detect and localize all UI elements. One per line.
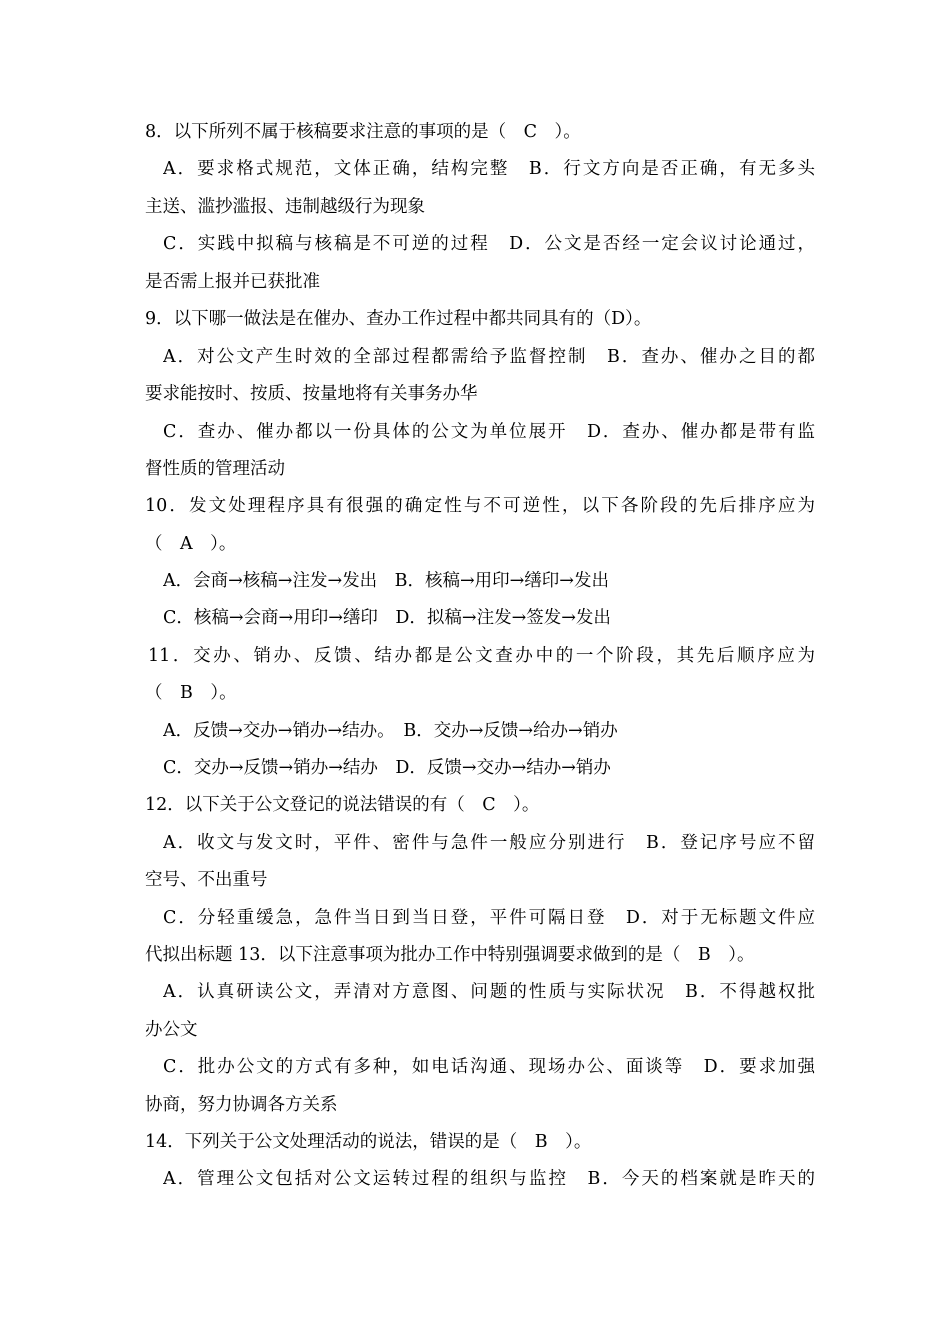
question-8-options-line-2: 主送、滥抄滥报、违制越级行为现象 (145, 197, 425, 217)
question-13: 代拟出标题 13．以下注意事项为批办工作中特别强调要求做到的是（ B ）。 (145, 945, 755, 965)
question-10-answer: （ A ）。 (145, 534, 237, 554)
question-9-options-line-1: A．对公文产生时效的全部过程都需给予监督控制 B．查办、催办之目的都 (163, 347, 815, 367)
question-12-options-line-1: A．收文与发文时，平件、密件与急件一般应分别进行 B．登记序号应不留 (163, 833, 815, 853)
question-14-options-line-1: A．管理公文包括对公文运转过程的组织与监控 B．今天的档案就是昨天的 (163, 1169, 815, 1189)
question-8: 8．以下所列不属于核稿要求注意的事项的是（ C ）。 (145, 122, 581, 142)
question-12-options-line-3: C．分轻重缓急，急件当日到当日登，平件可隔日登 D．对于无标题文件应 (163, 908, 815, 928)
question-9-options-line-2: 要求能按时、按质、按量地将有关事务办华 (145, 384, 478, 404)
question-9-options-line-4: 督性质的管理活动 (145, 459, 285, 479)
question-12: 12．以下关于公文登记的说法错误的有（ C ）。 (145, 795, 540, 815)
question-8-options-line-1: A．要求格式规范，文体正确，结构完整 B．行文方向是否正确，有无多头 (163, 159, 815, 179)
question-12-options-line-2: 空号、不出重号 (145, 870, 268, 890)
question-9-options-line-3: C．查办、催办都以一份具体的公文为单位展开 D．查办、催办都是带有监 (163, 422, 815, 442)
question-13-options-line-2: 办公文 (145, 1020, 198, 1040)
question-10-options-line-2: C．核稿→会商→用印→缮印 D．拟稿→注发→签发→发出 (163, 608, 611, 628)
question-11-answer: （ B ）。 (145, 683, 237, 703)
question-13-options-line-1: A．认真研读公文，弄清对方意图、问题的性质与实际状况 B．不得越权批 (163, 982, 815, 1002)
question-11: 11．交办、销办、反馈、结办都是公文查办中的一个阶段，其先后顺序应为 (148, 646, 815, 666)
question-13-options-line-4: 协商，努力协调各方关系 (145, 1095, 338, 1115)
question-9: 9．以下哪一做法是在催办、查办工作过程中都共同具有的（D）。 (145, 309, 652, 329)
question-11-options-line-1: A．反馈→交办→销办→结办。 B．交办→反馈→给办→销办 (163, 721, 618, 741)
question-11-options-line-2: C．交办→反馈→销办→结办 D．反馈→交办→结办→销办 (163, 758, 611, 778)
question-10: 10．发文处理程序具有很强的确定性与不可逆性，以下各阶段的先后排序应为 (145, 496, 815, 516)
question-10-options-line-1: A．会商→核稿→注发→发出 B．核稿→用印→缮印→发出 (163, 571, 609, 591)
question-8-options-line-3: C．实践中拟稿与核稿是不可逆的过程 D．公文是否经一定会议讨论通过， (163, 234, 815, 254)
question-13-options-line-3: C．批办公文的方式有多种，如电话沟通、现场办公、面谈等 D．要求加强 (163, 1057, 815, 1077)
question-14: 14．下列关于公文处理活动的说法，错误的是（ B ）。 (145, 1132, 592, 1152)
question-8-options-line-4: 是否需上报并已获批准 (145, 272, 320, 292)
